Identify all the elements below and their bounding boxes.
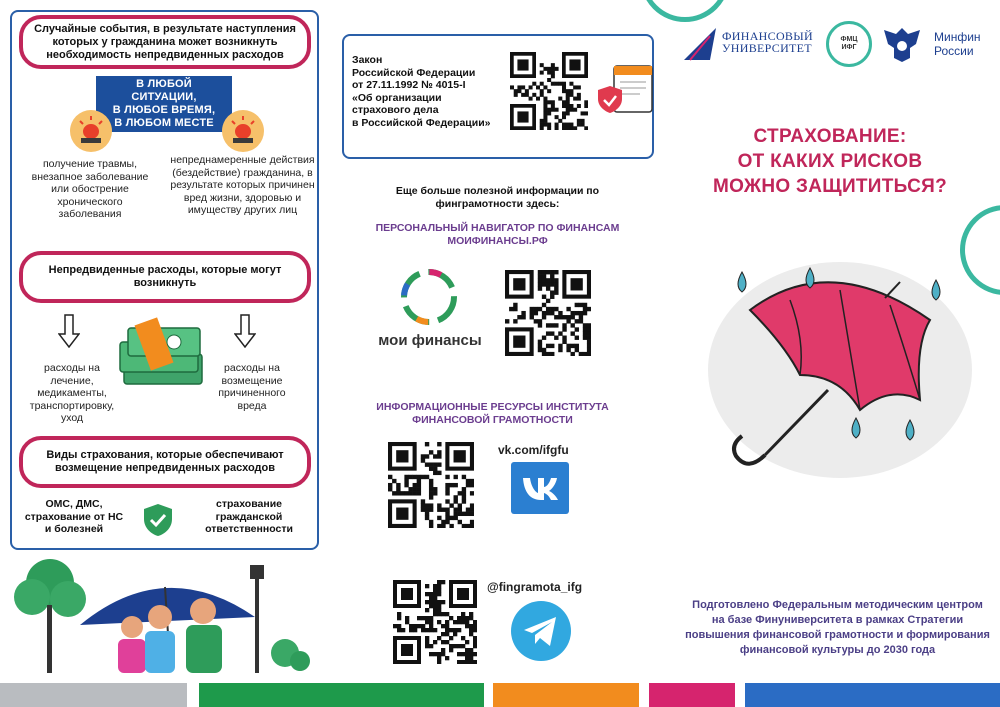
navigator-site-link[interactable]: МОИФИНАНСЫ.РФ: [447, 235, 548, 247]
moi-finansy-logo-icon: [398, 266, 460, 328]
header-pill-text: Случайные события, в результате наступления которых у гражданина может возникнуть необходимость непредвиденных расходов: [34, 22, 296, 61]
credits-text: Подготовлено Федеральным методическим центром на базе Финуниверситета в рамках Стратегии повышения финансовой грамотности и формирования финансовой культуры до 2030 года: [685, 599, 990, 656]
header-pill: [19, 15, 311, 69]
bottom-bar-blue: [745, 683, 1000, 707]
moi-finansy-qr-code[interactable]: [505, 270, 591, 356]
insurance-right-text: страхование гражданской ответственности: [205, 498, 293, 535]
finance-university-line: УНИВЕРСИТЕТ: [722, 41, 812, 55]
finance-university-logo-icon: [680, 24, 720, 64]
situation-tag: [96, 76, 232, 132]
more-info-text: Еще больше полезной информации по финграмотности здесь:: [395, 185, 600, 210]
top-right-ring: [640, 0, 730, 22]
insurance-pill: [19, 436, 311, 488]
main-title-line: ОТ КАКИХ РИСКОВ: [737, 151, 923, 172]
law-text-line: «Об организации: [352, 91, 442, 104]
law-text-line: Российской Федерации: [352, 66, 476, 79]
minfin-logo-line: Минфин: [934, 30, 981, 44]
fmc-logo: [826, 21, 872, 67]
umbrella-illustration: [690, 250, 980, 485]
law-text: [352, 54, 512, 129]
insurance-pill-text: Виды страхования, которые обеспечивают возмещение непредвиденных расходов: [46, 449, 284, 474]
law-text-line: в Российской Федерации»: [352, 116, 491, 129]
finance-university-logo: [722, 30, 814, 54]
law-text-line: от 27.11.1992 № 4015-I: [352, 79, 466, 91]
money-stack-icon: [118, 316, 208, 392]
navigator-title: [360, 222, 635, 248]
arrow-down-icon: [58, 314, 80, 348]
arrow-down-icon: [234, 314, 256, 348]
fmc-logo-text: ФМЦ ИФГ: [840, 36, 858, 51]
expenses-pill-text: Непредвиденные расходы, которые могут возникнуть: [48, 264, 282, 289]
telegram-logo-icon[interactable]: [510, 600, 572, 662]
siren-icon: [222, 110, 264, 152]
institute-title: ИНФОРМАЦИОННЫЕ РЕСУРСЫ ИНСТИТУТА ФИНАНСОВОЙ ГРАМОТНОСТИ: [376, 401, 609, 426]
finance-university-line: ФИНАНСОВЫЙ: [722, 29, 813, 43]
telegram-qr-code[interactable]: [393, 580, 477, 664]
shield-check-icon: [142, 502, 174, 538]
document-shield-icon: [596, 62, 654, 122]
siren-icon: [70, 110, 112, 152]
main-title-line: МОЖНО ЗАЩИТИТЬСЯ?: [712, 176, 948, 197]
expenses-pill: [19, 251, 311, 303]
situation-tag-line: В ЛЮБОМ МЕСТЕ: [114, 117, 214, 129]
family-umbrella-illustration: [10, 555, 315, 680]
insurance-left-text: ОМС, ДМС, страхование от НС и болезней: [24, 498, 124, 535]
situation-tag-line: В ЛЮБОЙ СИТУАЦИИ,: [131, 78, 197, 103]
moi-finansy-logo: мои финансы: [378, 332, 482, 349]
event-left-text: получение травмы, внезапное заболевание или обострение хронического заболевания: [31, 158, 149, 220]
situation-tag-line: В ЛЮБОЕ ВРЕМЯ,: [112, 104, 216, 116]
expense-right-text: расходы на возмещение причиненного вреда: [218, 362, 286, 412]
navigator-title-line: ПЕРСОНАЛЬНЫЙ НАВИГАТОР ПО ФИНАНСАМ: [375, 222, 620, 234]
eagle-emblem-icon: [880, 22, 924, 66]
vk-qr-code[interactable]: [388, 442, 474, 528]
minfin-logo-line: России: [934, 44, 974, 58]
bottom-bar-orange: [493, 683, 639, 707]
main-title-line: СТРАХОВАНИЕ:: [753, 126, 907, 147]
bottom-bar-pink: [649, 683, 735, 707]
bottom-bar-green: [199, 683, 484, 707]
vk-link[interactable]: vk.com/ifgfu: [498, 443, 569, 457]
law-text-line: страхового дела: [352, 104, 439, 116]
telegram-handle[interactable]: @fingramota_ifg: [487, 580, 583, 594]
expense-left-text: расходы на лечение, медикаменты, транспортировку, уход: [29, 362, 115, 424]
minfin-logo: [934, 30, 994, 58]
event-right-text: непреднамеренные действия (бездействие) гражданина, в результате которых причинен вред жизни, здоровью и имуществу других лиц: [170, 154, 315, 216]
vk-logo-icon[interactable]: [511, 462, 569, 514]
main-title: [690, 124, 970, 199]
bottom-bar-gray: [0, 683, 187, 707]
law-qr-code[interactable]: [510, 52, 588, 130]
law-text-line: Закон: [352, 54, 383, 66]
